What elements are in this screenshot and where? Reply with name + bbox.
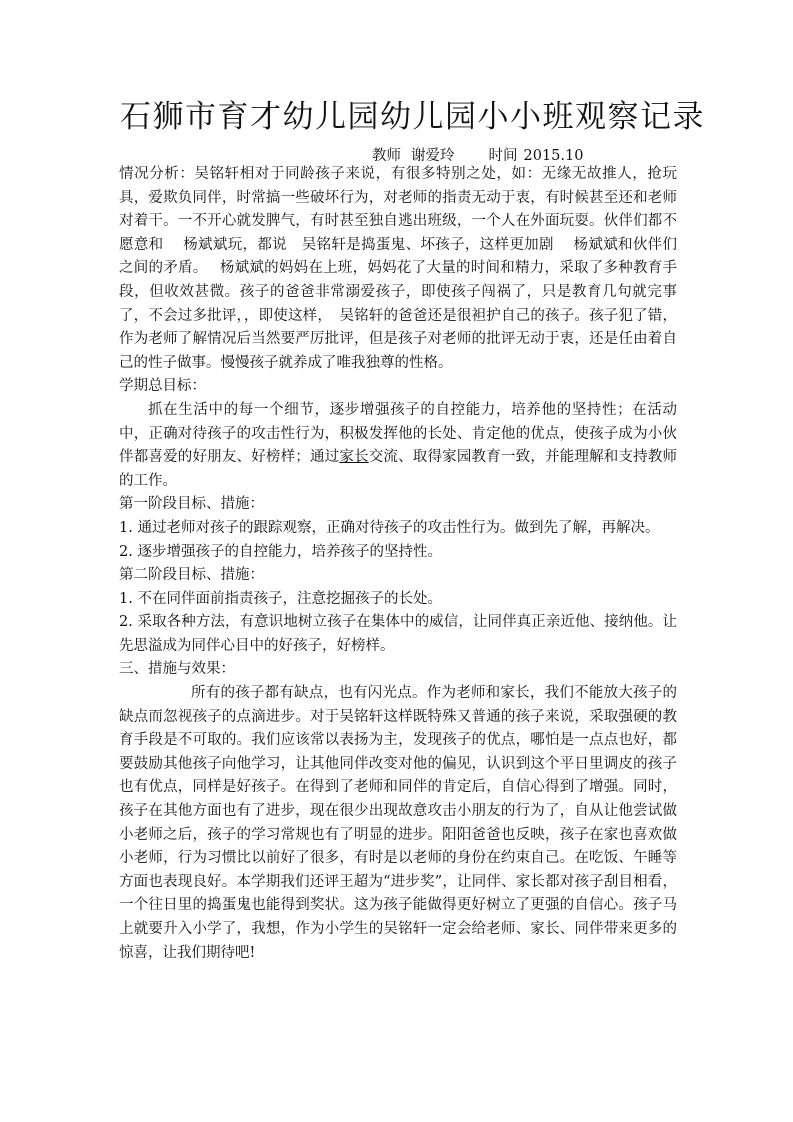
goal-text-end: 交流、取得家园教育一致，并能理解和支持教师的工作。 xyxy=(119,449,678,489)
stage-one-item-1: 1. 通过老师对孩子的跟踪观察，正确对待孩子的攻击性行为。做到先了解，再解决。 xyxy=(119,519,660,536)
stage-one-item-2: 2. 逐步增强孩子的自控能力，培养孩子的坚持性。 xyxy=(119,543,442,560)
measures-effects-heading: 三、措施与效果： xyxy=(119,661,235,678)
document-body xyxy=(119,163,677,965)
time-value: 2015.10 xyxy=(523,148,584,164)
goal-text-start: 抓在生活中的每一个细节，逐步增强孩子的自控能力，培养他的坚持性；在活动中，正确对待孩子的攻击性行为，积极发挥他的长处、肯定他的优点，使孩子成为小伙伴都喜爱的好朋友、好榜样；通过 xyxy=(119,401,677,466)
stage-two-heading: 第二阶段目标、措施： xyxy=(119,567,264,584)
semester-goal-heading: 学期总目标： xyxy=(119,378,206,395)
goal-underlined-word: 家长 xyxy=(339,449,369,466)
document-title: 石狮市育才幼儿园幼儿园小小班观察记录 xyxy=(120,99,705,135)
measures-effects-paragraph: 所有的孩子都有缺点，也有闪光点。作为老师和家长，我们不能放大孩子的缺点而忽视孩子的点滴进步。对于吴铭轩这样既特殊又普通的孩子来说，采取强硬的教育手段是不可取的。我们应该常以表扬为主，发现孩子的优点，哪怕是一点点也好，都要鼓励其他孩子向他学习，让其他同伴改变对他的偏见，认识到这个平日里调皮的孩子也有优点，同样是好孩子。在得到了老师和同伴的肯定后，自信心得到了增强。同时，孩子在其他方面也有了进步，现在很少出现故意攻击小朋友的行为了，自从让他尝试做小老师之后，孩子的学习常规也有了明显的进步。阳阳爸爸也反映，孩子在家也喜欢做小老师，行为习惯比以前好了很多，有时是以老师的身份在约束自己。在吃饭、午睡等方面也表现良好。本学期我们还评王超为“进步奖”，让同伴、家长都对孩子刮目相看，一个往日里的捣蛋鬼也能得到奖状。这为孩子能做得更好树立了更强的自信心。孩子马上就要升入小学了，我想，作为小学生的吴铭轩一定会给老师、家长、同伴带来更多的惊喜，让我们期待吧! xyxy=(119,685,677,961)
stage-two-item-1: 1. 不在同伴面前指责孩子，注意挖掘孩子的长处。 xyxy=(119,590,442,607)
teacher-name: 谢爱玲 xyxy=(411,148,455,164)
stage-two-item-2: 2. 采取各种方法，有意识地树立孩子在集体中的威信，让同伴真正亲近他、接纳他。让先思溢成为同伴心目中的好孩子，好榜样。 xyxy=(119,614,677,654)
stage-one-heading: 第一阶段目标、措施： xyxy=(119,496,264,513)
teacher-label: 教师 xyxy=(372,148,401,164)
semester-goal-paragraph xyxy=(119,399,677,493)
situation-analysis-paragraph: 情况分析：吴铭轩相对于同龄孩子来说，有很多特别之处，如：无缘无故推人，抢玩具，爱欺负同伴，时常搞一些破坏行为，对老师的指责无动于衷，有时候甚至还和老师对着干。一不开心就发脾气，有时甚至独自逃出班级，一个人在外面玩耍。伙伴们都不愿意和 杨斌斌玩，都说 吴铭轩是捣蛋鬼、坏孩子，这样更加剧 杨斌斌和伙伴们之间的矛盾。 杨斌斌的妈妈在上班，妈妈花了大量的时间和精力，采取了多种教育手段，但收效甚微。孩子的爸爸非常溺爱孩子，即使孩子闯祸了，只是教育几句就完事了，不会过多批评，，即使这样， 吴铭轩的爸爸还是很袒护自己的孩子。孩子犯了错，作为老师了解情况后当然要严厉批评，但是孩子对老师的批评无动于衷，还是任由着自己的性子做事。慢慢孩子就养成了唯我独尊的性格。 xyxy=(119,166,677,371)
time-label: 时间 xyxy=(488,148,518,164)
